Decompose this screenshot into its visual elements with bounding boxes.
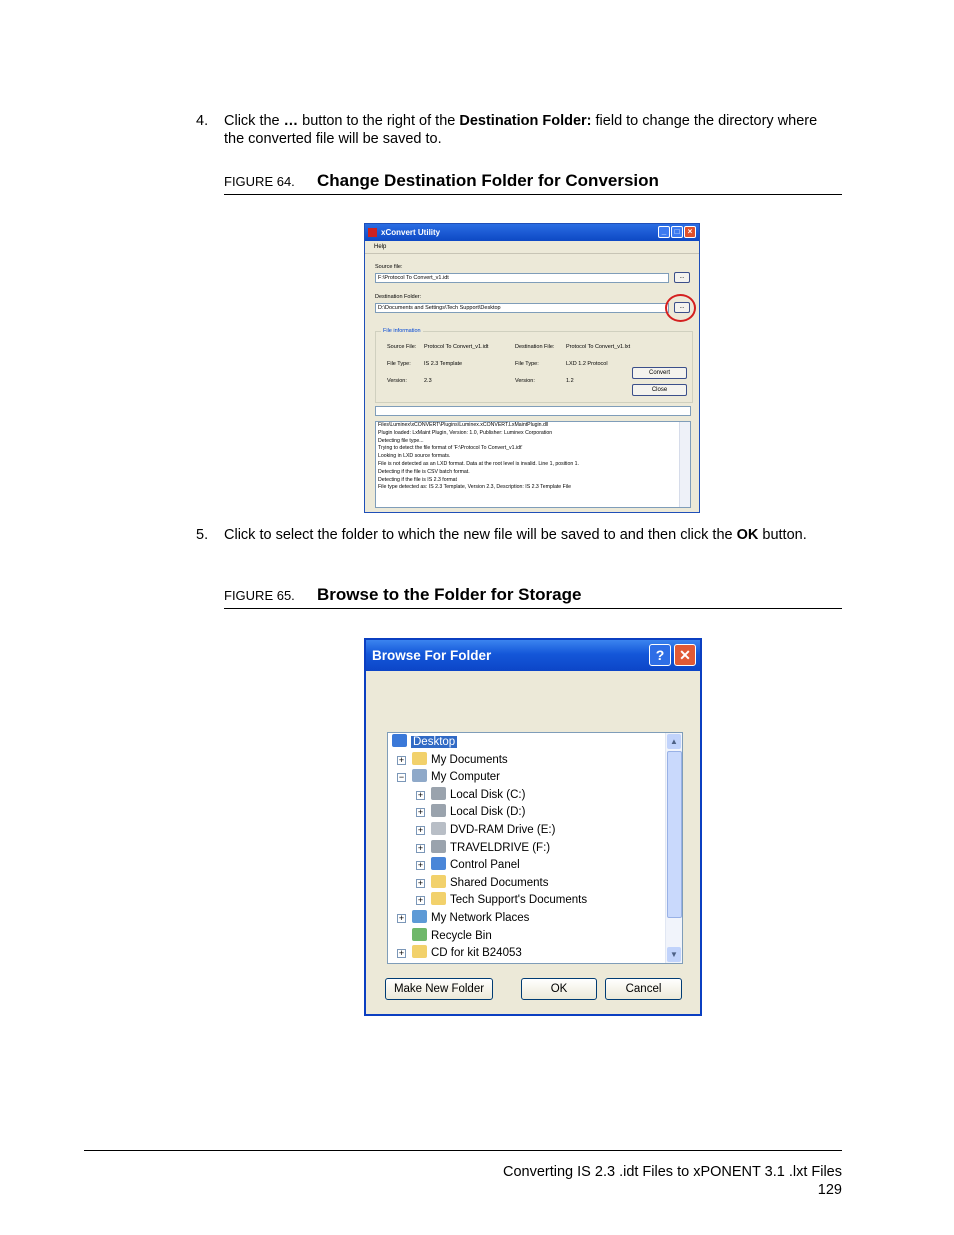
control-panel-icon: [431, 857, 446, 870]
tree-item[interactable]: [431, 804, 525, 821]
folder-icon: [431, 892, 446, 905]
progress-bar: [375, 406, 691, 416]
info-value: 2.3: [424, 378, 432, 384]
group-title: File information: [383, 328, 421, 334]
info-value: Protocol To Convert_v1.lxt: [566, 344, 631, 350]
tree-item-label: Desktop: [413, 736, 456, 748]
step-text: Click to select the folder to which the new file will be saved to and then click the OK button.: [224, 527, 807, 543]
tree-item-label: My Documents: [431, 753, 508, 766]
ok-button[interactable]: OK: [521, 978, 597, 1000]
expand-icon[interactable]: +: [417, 842, 424, 853]
figure-65-heading: [224, 586, 842, 609]
info-label: Destination File:: [515, 344, 555, 350]
log-line: Detecting if the file is IS 2.3 format: [378, 476, 458, 483]
tree-item-label: My Network Places: [431, 912, 530, 924]
scroll-down-icon[interactable]: ▼: [667, 947, 681, 962]
expand-icon[interactable]: +: [417, 895, 424, 906]
info-label: Source File:: [387, 344, 417, 350]
expand-icon[interactable]: +: [398, 948, 405, 959]
app-icon: [368, 228, 377, 237]
destination-folder-label: Destination Folder:: [375, 294, 422, 300]
tree-item-label: DVD-RAM Drive (E:): [450, 824, 556, 836]
log-line: Detecting file type...: [378, 437, 424, 444]
tree-item[interactable]: [412, 910, 529, 927]
destination-folder-field[interactable]: D:\Documents and Settings\Tech Support\Desktop: [375, 303, 669, 313]
maximize-icon[interactable]: □: [671, 226, 683, 238]
tree-item[interactable]: [392, 734, 457, 751]
log-line: Looking in LXD source formats.: [378, 453, 451, 460]
tree-item-label: Local Disk (D:): [450, 806, 526, 819]
window-title: xConvert Utility: [381, 228, 441, 237]
browse-for-folder-dialog: [364, 638, 702, 1016]
figure-label: FIGURE 64.: [224, 174, 295, 189]
tree-item-label: Tech Support's Documents: [450, 894, 588, 907]
tree-item[interactable]: [412, 769, 500, 786]
figure-caption: Change Destination Folder for Conversion: [317, 171, 659, 190]
step-text: Click the … button to the right of the Destination Folder: field to change the directory where the converted file will be saved to.: [224, 113, 818, 147]
page-number: 129: [817, 1182, 842, 1198]
tree-scrollbar[interactable]: [665, 733, 682, 963]
figure-label: FIGURE 65.: [224, 588, 295, 603]
cancel-button[interactable]: Cancel: [605, 978, 682, 1000]
tree-item[interactable]: [431, 892, 587, 909]
make-new-folder-button[interactable]: Make New Folder: [385, 978, 493, 1000]
expand-icon[interactable]: +: [417, 825, 424, 835]
computer-icon: [412, 769, 427, 782]
expand-icon[interactable]: +: [417, 877, 424, 888]
folder-tree[interactable]: [387, 732, 683, 964]
drive-icon: [431, 787, 446, 800]
log-line: File is not detected as an LXD format. Data at the root level is invalid. Line 1, position 1.: [378, 460, 579, 467]
removable-drive-icon: [431, 840, 446, 853]
close-button[interactable]: Close: [632, 384, 687, 396]
drive-icon: [431, 804, 446, 817]
convert-button[interactable]: Convert: [632, 367, 687, 379]
info-label: File Type:: [515, 361, 539, 367]
recycle-bin-icon: [412, 928, 427, 941]
network-icon: [412, 910, 427, 923]
log-scrollbar[interactable]: [679, 422, 690, 507]
menu-bar: [365, 241, 699, 254]
highlight-circle: [665, 294, 696, 322]
tree-item-label: Recycle Bin: [431, 929, 492, 942]
source-file-label: Source file:: [375, 264, 403, 270]
tree-item[interactable]: [431, 875, 548, 892]
info-value: LXD 1.2 Protocol: [566, 361, 608, 367]
dialog-title-bar: [366, 640, 700, 671]
tree-item[interactable]: [431, 787, 525, 804]
info-value: IS 2.3 Template: [424, 361, 463, 367]
expand-icon[interactable]: +: [417, 860, 424, 871]
tree-item[interactable]: [412, 945, 522, 962]
tree-item-label: Local Disk (C:): [450, 788, 526, 801]
info-value: 1.2: [566, 378, 574, 384]
figure-caption: Browse to the Folder for Storage: [317, 585, 582, 604]
expand-icon[interactable]: +: [417, 789, 424, 800]
figure-64-heading: [224, 172, 842, 195]
xconvert-window: [364, 223, 700, 513]
close-icon[interactable]: ✕: [674, 644, 696, 666]
collapse-icon[interactable]: −: [398, 772, 405, 783]
tree-item-label: CD for kit B24053: [431, 947, 522, 960]
desktop-icon: [392, 734, 407, 747]
file-information-group: [375, 328, 693, 403]
tree-item[interactable]: [431, 857, 520, 874]
footer-title: Converting IS 2.3 .idt Files to xPONENT 3.1 .lxt Files: [503, 1164, 842, 1180]
close-icon[interactable]: ×: [684, 226, 696, 238]
step-number: 4.: [196, 113, 209, 129]
info-label: File Type:: [387, 361, 411, 367]
log-line: Files\Luminex\xCONVERT\Plugins\Luminex.xCONVERT.LxMaintPlugin.dll: [378, 422, 549, 428]
source-browse-button[interactable]: ...: [674, 272, 690, 283]
scroll-up-icon[interactable]: ▲: [667, 734, 681, 749]
info-label: Version:: [387, 378, 407, 384]
step-number: 5.: [196, 527, 209, 543]
expand-icon[interactable]: +: [398, 754, 405, 765]
dvd-icon: [431, 822, 446, 835]
dialog-title: Browse For Folder: [372, 648, 492, 663]
tree-item-label: My Computer: [431, 771, 501, 784]
scroll-thumb[interactable]: [667, 751, 682, 918]
info-value: Protocol To Convert_v1.idt: [424, 344, 489, 350]
expand-icon[interactable]: +: [398, 913, 405, 923]
help-icon[interactable]: ?: [649, 644, 671, 666]
info-label: Version:: [515, 378, 535, 384]
tree-item[interactable]: [431, 822, 555, 839]
tree-item-label: TRAVELDRIVE (F:): [450, 841, 551, 854]
log-output[interactable]: [375, 421, 691, 508]
destination-browse-button[interactable]: ...: [674, 302, 690, 313]
log-line: File type detected as: IS 2.3 Template, Version 2.3, Description: IS 2.3 Template File: [378, 484, 571, 491]
tree-item[interactable]: [412, 928, 492, 945]
folder-icon: [431, 875, 446, 888]
minimize-icon[interactable]: _: [658, 226, 670, 238]
menu-help[interactable]: Help: [374, 244, 387, 250]
log-line: Plugin loaded: LxMaint Plugin, Version: 1.0, Publisher: Luminex Corporation: [378, 429, 553, 436]
xconvert-title-bar: [365, 224, 699, 241]
tree-item[interactable]: [431, 840, 550, 857]
log-line: Trying to detect the file format of 'F:\Protocol To Convert_v1.idt': [378, 445, 523, 452]
source-file-field[interactable]: F:\Protocol To Convert_v1.idt: [375, 273, 669, 283]
folder-icon: [412, 752, 427, 765]
footer-rule: [84, 1150, 842, 1151]
tree-item-label: Control Panel: [450, 859, 520, 872]
folder-icon: [412, 945, 427, 958]
tree-item-label: Shared Documents: [450, 876, 549, 889]
log-line: Detecting if the file is CSV batch format.: [378, 468, 470, 475]
expand-icon[interactable]: +: [417, 807, 424, 818]
tree-item[interactable]: [412, 752, 508, 769]
